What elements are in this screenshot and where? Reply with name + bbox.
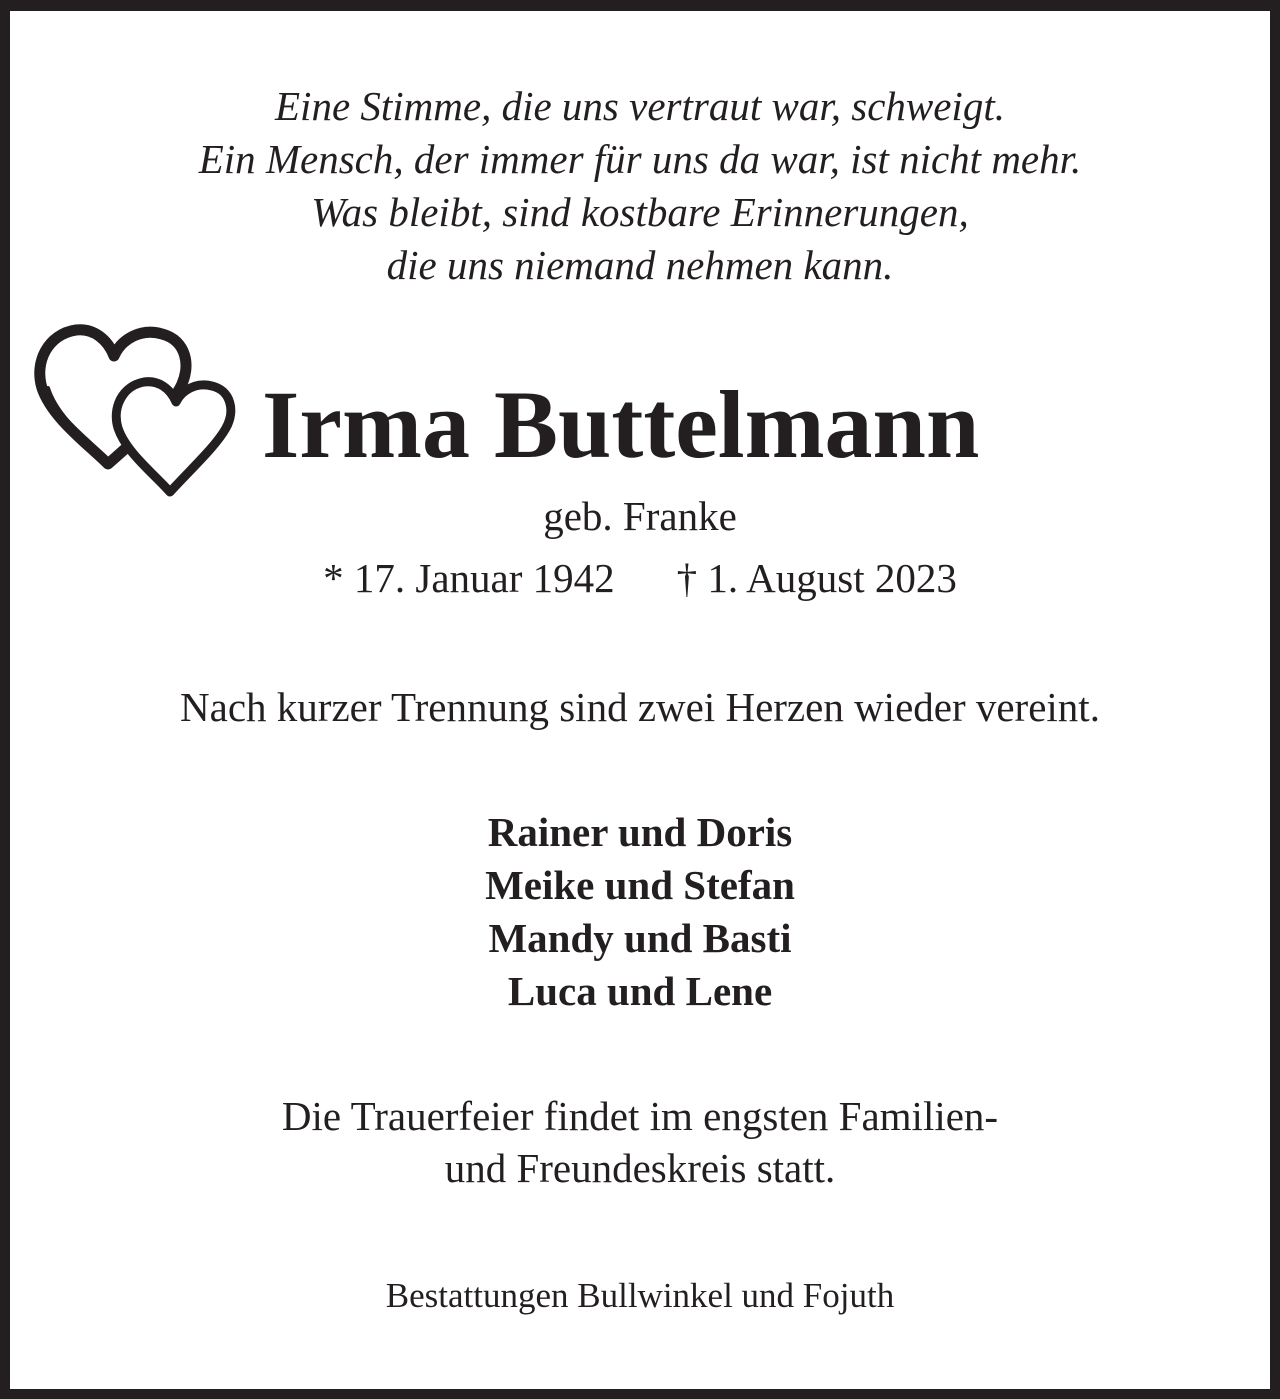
poem <box>0 80 1280 292</box>
mourner-line: Mandy und Basti <box>488 915 792 961</box>
poem-line: Eine Stimme, die uns vertraut war, schweigt. <box>275 83 1005 129</box>
mourners-list <box>0 806 1280 1018</box>
poem-line: die uns niemand nehmen kann. <box>386 242 894 288</box>
ceremony-notice <box>0 1090 1280 1194</box>
undertaker-name: Bestattungen Bullwinkel und Fojuth <box>385 1276 895 1315</box>
mourner-line: Luca und Lene <box>507 968 773 1014</box>
poem-line: Ein Mensch, der immer für uns da war, ist nicht mehr. <box>198 136 1082 182</box>
mourner-line: Meike und Stefan <box>485 862 795 908</box>
mourner-line: Rainer und Doris <box>487 809 793 855</box>
poem-line: Was bleibt, sind kostbare Erinnerungen, <box>311 189 969 235</box>
birth-date: * 17. Januar 1942 <box>323 555 615 601</box>
ceremony-line: Die Trauerfeier findet im engsten Familien- <box>281 1093 999 1139</box>
life-dates <box>0 553 1280 603</box>
deceased-name: Irma Buttelmann <box>262 371 980 478</box>
ceremony-line: und Freundeskreis statt. <box>444 1145 836 1191</box>
memorial-quote: Nach kurzer Trennung sind zwei Herzen wieder vereint. <box>180 684 1100 730</box>
death-date: † 1. August 2023 <box>676 555 957 601</box>
two-hearts-icon <box>30 322 240 500</box>
maiden-name: geb. Franke <box>543 493 737 539</box>
